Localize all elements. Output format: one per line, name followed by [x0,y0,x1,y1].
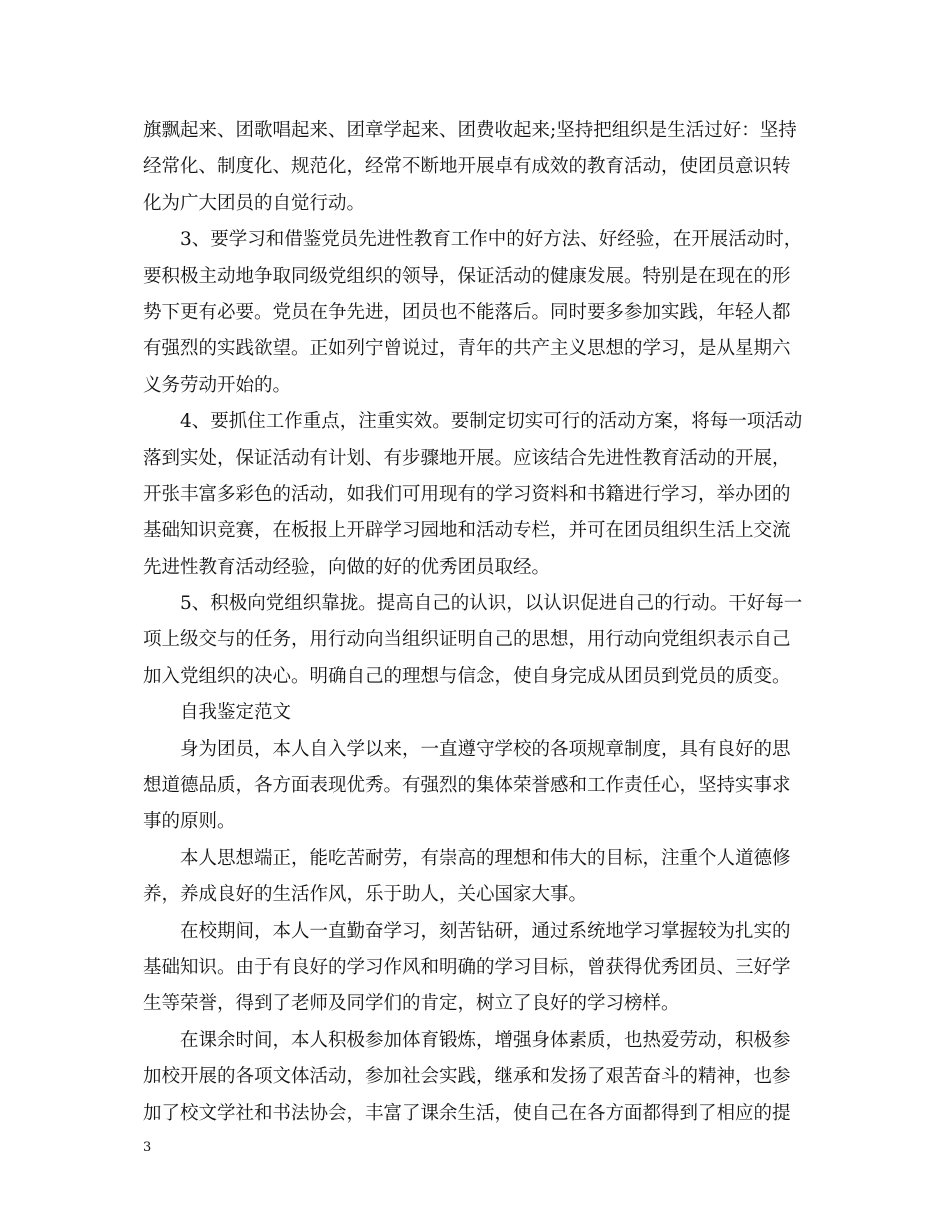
paragraph-start-line: 5、积极向党组织靠拢。提高自己的认识，以认识促进自己的行动。干好每一 [180,593,803,615]
text-line: 经常化、制度化、规范化，经常不断地开展卓有成效的教育活动，使团员意识转 [143,156,791,178]
text-line: 基础知识。由于有良好的学习作风和明确的学习目标，曾获得优秀团员、三好学 [143,956,791,978]
text-line: 势下更有必要。党员在争先进，团员也不能落后。同时要多参加实践，年轻人都 [143,301,791,323]
text-line: 养，养成良好的生活作风，乐于助人，关心国家大事。 [143,884,588,906]
text-line: 先进性教育活动经验，向做的好的优秀团员取经。 [143,556,551,578]
text-line: 加校开展的各项文体活动，参加社会实践，继承和发扬了艰苦奋斗的精神，也参 [143,1066,791,1088]
paragraph-start-line: 3、要学习和借鉴党员先进性教育工作中的好方法、好经验，在开展活动时， [180,229,803,251]
paragraph-start-line: 身为团员，本人自入学以来，一直遵守学校的各项规章制度，具有良好的思 [180,738,791,760]
text-line: 落到实处，保证活动有计划、有步骤地开展。应该结合先进性教育活动的开展， [143,447,791,469]
text-line: 加入党组织的决心。明确自己的理想与信念，使自身完成从团员到党员的质变。 [143,665,791,687]
text-line: 事的原则。 [143,811,236,833]
text-line: 旗飘起来、团歌唱起来、团章学起来、团费收起来;坚持把组织是生活过好：坚持 [143,120,797,141]
paragraph-start-line: 本人思想端正，能吃苦耐劳，有崇高的理想和伟大的目标，注重个人道德修 [180,847,791,869]
page-number: 3 [143,1140,152,1155]
text-line: 有强烈的实践欲望。正如列宁曾说过，青年的共产主义思想的学习，是从星期六 [143,338,791,360]
text-line: 化为广大团员的自觉行动。 [143,192,366,214]
text-line: 加了校文学社和书法协会，丰富了课余生活，使自己在各方面都得到了相应的提 [143,1102,791,1124]
paragraph-start-line: 在校期间，本人一直勤奋学习，刻苦钻研，通过系统地学习掌握较为扎实的 [180,920,791,942]
text-line: 要积极主动地争取同级党组织的领导，保证活动的健康发展。特别是在现在的形 [143,265,791,287]
text-line: 生等荣誉，得到了老师及同学们的肯定，树立了良好的学习榜样。 [143,993,680,1015]
text-line: 基础知识竞赛，在板报上开辟学习园地和活动专栏，并可在团员组织生活上交流 [143,520,791,542]
paragraph-start-line: 在课余时间，本人积极参加体育锻炼，增强身体素质，也热爱劳动，积极参 [180,1029,791,1051]
text-line: 义务劳动开始的。 [143,374,292,396]
section-heading: 自我鉴定范文 [180,702,292,724]
text-line: 项上级交与的任务，用行动向当组织证明自己的思想，用行动向党组织表示自己 [143,629,791,651]
text-line: 想道德品质，各方面表现优秀。有强烈的集体荣誉感和工作责任心，坚持实事求 [143,775,791,797]
paragraph-start-line: 4、要抓住工作重点，注重实效。要制定切实可行的活动方案，将每一项活动 [180,411,803,433]
text-line: 开张丰富多彩色的活动，如我们可用现有的学习资料和书籍进行学习，举办团的 [143,483,791,505]
document-body [143,113,807,1132]
